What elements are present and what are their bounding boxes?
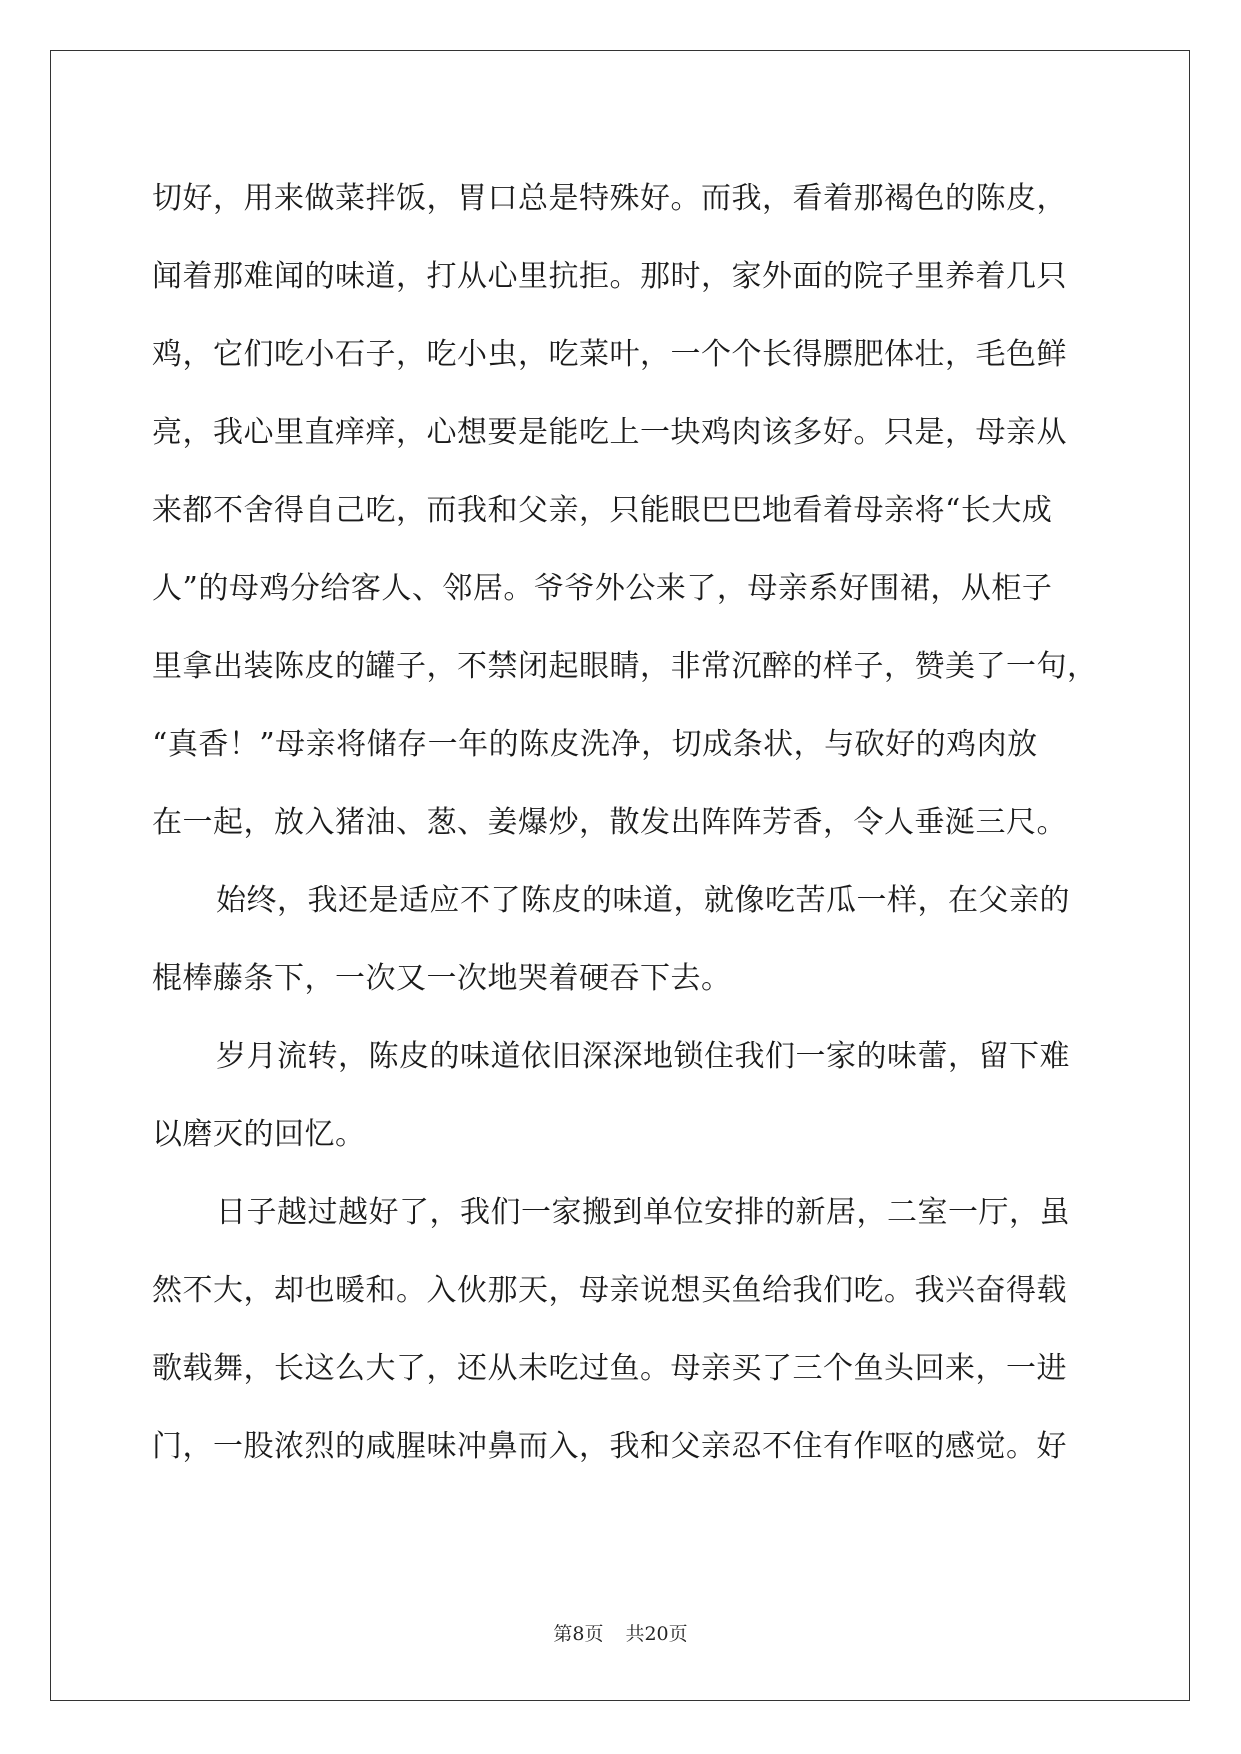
text-line: 然不大，却也暖和。入伙那天，母亲说想买鱼给我们吃。我兴奋得载 <box>152 1273 1067 1308</box>
paragraph-start-line: 岁月流转，陈皮的味道依旧深深地锁住我们一家的味蕾，留下难 <box>216 1039 1070 1074</box>
text-line: 棍棒藤条下，一次又一次地哭着硬吞下去。 <box>152 961 732 996</box>
page-number: 第8页 <box>553 1623 604 1645</box>
text-line: 歌载舞，长这么大了，还从未吃过鱼。母亲买了三个鱼头回来，一进 <box>152 1351 1067 1386</box>
text-line: 以磨灭的回忆。 <box>152 1117 366 1152</box>
text-line: 切好，用来做菜拌饭，胃口总是特殊好。而我，看着那褐色的陈皮， <box>152 181 1067 216</box>
paragraph-start-line: 始终，我还是适应不了陈皮的味道，就像吃苦瓜一样，在父亲的 <box>216 883 1070 918</box>
paragraph-start-line: 日子越过越好了，我们一家搬到单位安排的新居，二室一厅，虽 <box>216 1195 1070 1230</box>
text-line: 鸡，它们吃小石子，吃小虫，吃菜叶，一个个长得膘肥体壮，毛色鲜 <box>152 337 1067 372</box>
text-line: 来都不舍得自己吃，而我和父亲，只能眼巴巴地看着母亲将“长大成 <box>152 493 1053 528</box>
text-line: 在一起，放入猪油、葱、姜爆炒，散发出阵阵芳香，令人垂涎三尺。 <box>152 805 1067 840</box>
text-line: 里拿出装陈皮的罐子，不禁闭起眼睛，非常沉醉的样子，赞美了一句， <box>152 649 1098 684</box>
text-line: “真香！”母亲将储存一年的陈皮洗净，切成条状，与砍好的鸡肉放 <box>152 727 1038 762</box>
text-line: 亮，我心里直痒痒，心想要是能吃上一块鸡肉该多好。只是，母亲从 <box>152 415 1067 450</box>
text-line: 人”的母鸡分给客人、邻居。爷爷外公来了，母亲系好围裙，从柜子 <box>152 571 1053 606</box>
document-body <box>152 160 1112 1486</box>
page-footer <box>0 1622 1241 1646</box>
text-line: 门，一股浓烈的咸腥味冲鼻而入，我和父亲忍不住有作呕的感觉。好 <box>152 1429 1067 1464</box>
text-line: 闻着那难闻的味道，打从心里抗拒。那时，家外面的院子里养着几只 <box>152 259 1067 294</box>
page-total: 共20页 <box>625 1623 688 1645</box>
